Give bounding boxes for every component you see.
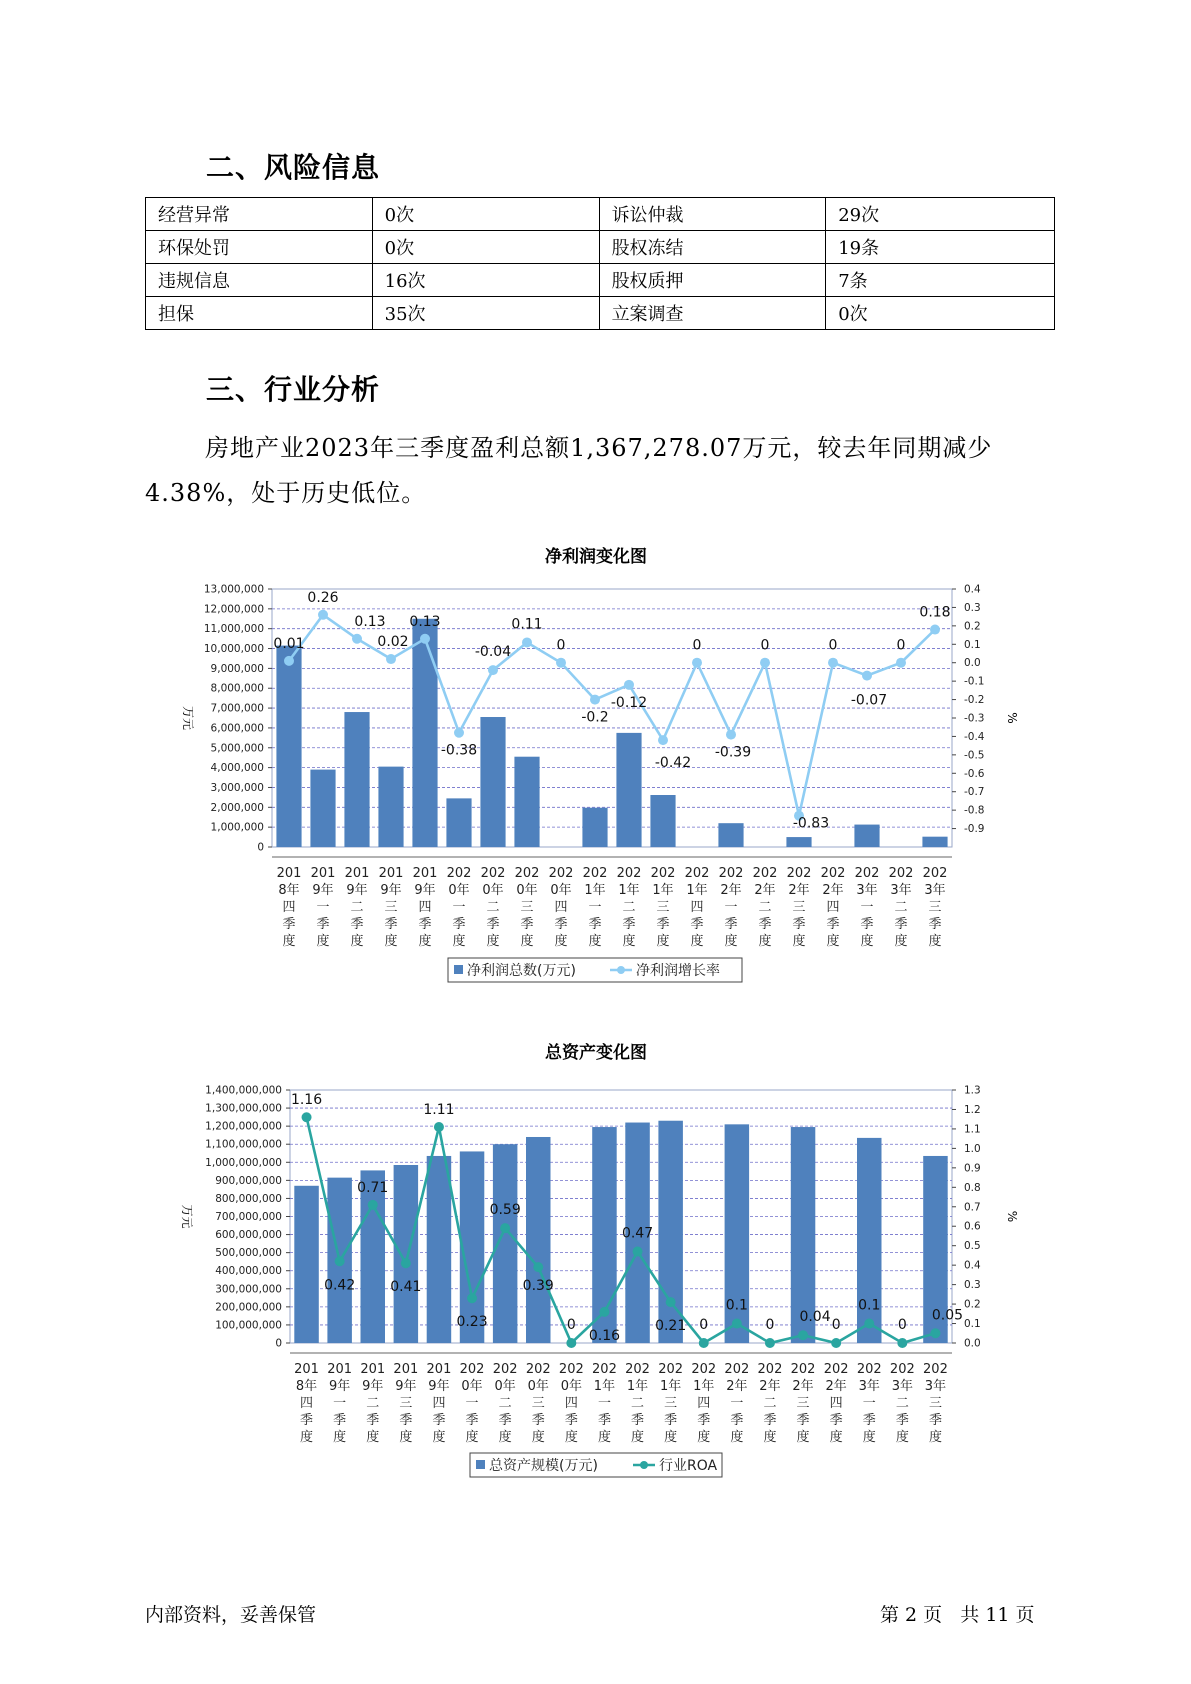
y-tick-label: 1,000,000 (210, 821, 264, 834)
data-label: -0.12 (610, 694, 648, 711)
y-tick-label: 4,000,000 (210, 762, 264, 775)
x-tick-label: 201 9年二季度 (344, 866, 370, 949)
x-tick-label: 202 2年二季度 (752, 866, 778, 949)
y-tick-label: 12,000,000 (203, 603, 264, 616)
y2-tick-label: 1.1 (964, 1123, 981, 1136)
y-tick-label: 6,000,000 (210, 722, 264, 735)
y2-tick-label: 0.6 (964, 1220, 981, 1233)
y2-tick-label: -0.7 (964, 786, 985, 799)
y-tick-label: 300,000,000 (215, 1283, 282, 1296)
bar (412, 619, 437, 847)
data-label: 0.47 (621, 1225, 654, 1242)
bar (922, 837, 947, 847)
data-label: 0.1 (725, 1297, 748, 1314)
line-point (732, 1319, 742, 1329)
line-point (864, 1319, 874, 1329)
y-tick-label: 100,000,000 (215, 1319, 282, 1332)
data-label: 0 (556, 637, 566, 654)
x-tick-label: 202 1年二季度 (625, 1362, 650, 1445)
y2-tick-label: 0.7 (964, 1201, 981, 1214)
line-point (284, 656, 294, 666)
bar (514, 757, 539, 847)
x-tick-label: 202 0年一季度 (446, 866, 472, 949)
risk-item-value: 19条 (826, 231, 1055, 264)
y-axis-title: 万元 (180, 1204, 194, 1229)
footer-confidential-note: 内部资料，妥善保管 (145, 1604, 317, 1626)
line-point (454, 728, 464, 738)
line-point (522, 637, 532, 647)
line-point (434, 1122, 444, 1132)
bar (344, 712, 369, 847)
line-point (633, 1247, 643, 1257)
data-label: 0.13 (354, 613, 386, 630)
line-point (566, 1338, 576, 1348)
y-tick-label: 9,000,000 (210, 662, 264, 675)
y2-tick-label: -0.1 (964, 675, 985, 688)
risk-section-title: 二、风险信息 (206, 151, 381, 184)
line-point (760, 658, 770, 668)
x-tick-label: 202 2年三季度 (790, 1362, 816, 1445)
x-tick-label: 202 3年三季度 (922, 866, 948, 949)
risk-item-value: 7条 (826, 264, 1055, 297)
y-tick-label: 8,000,000 (210, 682, 264, 695)
line-point (831, 1338, 841, 1348)
bar (394, 1165, 418, 1343)
line-point (590, 695, 600, 705)
line-point (488, 665, 498, 675)
industry-text: 房地产业2023年三季度盈利总额1,367,278.07万元，较去年同期减少4.38%，处于历史低位。 (145, 434, 993, 507)
y2-tick-label: 0.4 (964, 583, 981, 596)
data-label: 0.26 (307, 589, 339, 606)
x-tick-label: 201 9年四季度 (426, 1362, 452, 1445)
risk-item-value: 0次 (826, 297, 1055, 330)
line-point (658, 735, 668, 745)
x-tick-label: 202 1年三季度 (658, 1362, 684, 1445)
y-tick-label: 500,000,000 (215, 1247, 282, 1260)
bar (650, 795, 675, 847)
x-tick-label: 202 0年二季度 (480, 866, 506, 949)
data-label: 1.16 (290, 1092, 323, 1109)
net-profit-chart (0, 570, 1191, 1000)
line-point (318, 610, 328, 620)
x-tick-label: 201 8年四季度 (294, 1362, 319, 1445)
x-tick-label: 202 1年四季度 (691, 1362, 717, 1445)
y-tick-label: 11,000,000 (203, 623, 264, 636)
data-label: 0 (896, 637, 906, 654)
y2-tick-label: 0.2 (964, 1298, 981, 1311)
y-tick-label: 800,000,000 (215, 1192, 282, 1205)
data-label: 0 (760, 637, 770, 654)
y2-tick-label: -0.8 (964, 804, 985, 817)
y2-axis-title: % (1005, 712, 1019, 724)
line-point (352, 634, 362, 644)
line-point (386, 654, 396, 664)
data-label: -0.42 (654, 755, 692, 772)
risk-table-row (146, 297, 1055, 330)
y2-tick-label: 0.3 (964, 1279, 981, 1292)
line-point (335, 1256, 345, 1266)
y-tick-label: 13,000,000 (203, 583, 264, 596)
data-label: 0.05 (931, 1307, 964, 1324)
y2-tick-label: 0.8 (964, 1181, 981, 1194)
data-label: 0.13 (409, 613, 441, 630)
x-tick-label: 202 2年一季度 (718, 866, 744, 949)
x-tick-label: 202 3年二季度 (888, 866, 914, 949)
legend-line-label: 行业ROA (659, 1458, 718, 1474)
total-assets-chart-title: 总资产变化图 (545, 1043, 647, 1063)
data-label: -0.83 (792, 815, 830, 832)
footer-page-number: 第 2 页 共 11 页 (880, 1604, 1035, 1626)
total-assets-chart (0, 1070, 1191, 1500)
legend-line-marker (617, 966, 625, 974)
data-label: 0.1 (858, 1297, 881, 1314)
line-point (666, 1297, 676, 1307)
y2-tick-label: -0.9 (964, 823, 985, 836)
risk-item-value: 0次 (372, 231, 599, 264)
bar (480, 717, 505, 847)
risk-table (145, 197, 1055, 330)
risk-item-label: 股权质押 (599, 264, 826, 297)
y-tick-label: 7,000,000 (210, 702, 264, 715)
line-point (726, 730, 736, 740)
risk-item-label: 违规信息 (146, 264, 373, 297)
x-tick-label: 202 0年三季度 (514, 866, 540, 949)
x-tick-label: 201 9年三季度 (378, 866, 404, 949)
data-label: 0 (566, 1317, 576, 1333)
line-point (302, 1112, 312, 1122)
y2-tick-label: 0.1 (964, 638, 981, 651)
bar (276, 646, 301, 847)
net-profit-chart-title: 净利润变化图 (545, 547, 647, 567)
bar (361, 1170, 385, 1343)
line-point (765, 1338, 775, 1348)
risk-item-label: 环保处罚 (146, 231, 373, 264)
y-tick-label: 1,400,000,000 (205, 1084, 282, 1097)
y2-tick-label: 1.2 (964, 1103, 981, 1116)
risk-item-label: 担保 (146, 297, 373, 330)
data-label: 0.42 (324, 1277, 356, 1294)
y2-tick-label: 0.2 (964, 620, 981, 633)
line-point (467, 1293, 477, 1303)
x-tick-label: 202 1年二季度 (616, 866, 642, 949)
line-point (930, 625, 940, 635)
data-label: -0.39 (714, 744, 752, 761)
risk-item-value: 16次 (372, 264, 599, 297)
data-label: 0.04 (799, 1309, 831, 1326)
y2-tick-label: 0.5 (964, 1240, 981, 1253)
line-point (896, 658, 906, 668)
y-tick-label: 0 (275, 1337, 282, 1350)
x-tick-label: 201 9年二季度 (360, 1362, 386, 1445)
legend-bar-swatch (476, 1460, 485, 1469)
line-point (533, 1262, 543, 1272)
x-tick-label: 201 9年三季度 (393, 1362, 419, 1445)
bar (658, 1121, 682, 1343)
data-label: 0 (831, 1317, 841, 1333)
bar (378, 767, 403, 847)
x-tick-label: 202 0年四季度 (558, 1362, 584, 1445)
risk-table-row (146, 198, 1055, 231)
data-label: 0.41 (390, 1279, 422, 1296)
data-label: 0.71 (357, 1179, 389, 1196)
risk-item-value: 29次 (826, 198, 1055, 231)
risk-item-value: 0次 (372, 198, 599, 231)
bar (616, 733, 641, 847)
x-tick-label: 201 9年一季度 (327, 1362, 353, 1445)
y-tick-label: 700,000,000 (215, 1211, 282, 1223)
risk-item-label: 股权冻结 (599, 231, 826, 264)
y2-tick-label: -0.4 (964, 730, 985, 743)
line-point (930, 1328, 940, 1338)
y2-tick-label: 0.3 (964, 601, 981, 614)
y-tick-label: 1,200,000,000 (205, 1120, 282, 1133)
y-tick-label: 600,000,000 (215, 1229, 282, 1242)
x-tick-label: 202 3年一季度 (856, 1362, 882, 1445)
y-tick-label: 5,000,000 (210, 742, 264, 755)
data-label: -0.38 (440, 742, 478, 759)
x-tick-label: 202 1年一季度 (592, 1362, 617, 1445)
line-point (624, 680, 634, 690)
y-tick-label: 0 (257, 841, 264, 854)
y2-tick-label: 0.0 (964, 1337, 981, 1350)
data-label: -0.04 (474, 644, 512, 661)
line-point (692, 658, 702, 668)
x-tick-label: 202 1年三季度 (650, 866, 676, 949)
x-tick-label: 202 2年三季度 (786, 866, 812, 949)
y-axis-title: 万元 (181, 705, 195, 731)
y-tick-label: 1,300,000,000 (205, 1102, 282, 1115)
y2-axis-title: % (1005, 1210, 1019, 1223)
line-point (862, 671, 872, 681)
legend-line-marker (640, 1461, 648, 1469)
data-label: 0 (765, 1317, 775, 1333)
line-point (556, 658, 566, 668)
x-tick-label: 202 0年一季度 (459, 1362, 485, 1445)
data-label: 0.21 (655, 1318, 687, 1335)
data-label: 0.11 (511, 616, 543, 633)
bar (582, 808, 607, 847)
data-label: 0 (699, 1317, 709, 1333)
risk-table-row (146, 264, 1055, 297)
legend-bar-label: 总资产规模(万元) (489, 1458, 598, 1474)
industry-section-title: 三、行业分析 (206, 373, 381, 406)
x-tick-label: 202 3年一季度 (854, 866, 880, 949)
bar (310, 770, 335, 847)
data-label: 0.01 (273, 635, 305, 652)
y-tick-label: 2,000,000 (210, 801, 264, 814)
y-tick-label: 1,100,000,000 (205, 1138, 282, 1151)
data-label: -0.2 (581, 709, 609, 726)
data-label: 0.16 (588, 1327, 621, 1344)
x-tick-label: 202 2年二季度 (757, 1362, 783, 1445)
y2-tick-label: 1.0 (964, 1142, 981, 1155)
data-label: 0.18 (919, 604, 951, 621)
bar (718, 823, 743, 847)
line-point (420, 634, 430, 644)
risk-item-value: 35次 (372, 297, 599, 330)
bar (786, 837, 811, 847)
risk-item-label: 经营异常 (146, 198, 373, 231)
y2-tick-label: -0.5 (964, 749, 985, 762)
legend-bar-swatch (454, 965, 463, 974)
y-tick-label: 1,000,000,000 (205, 1156, 282, 1169)
y2-tick-label: -0.3 (964, 712, 985, 725)
y2-tick-label: -0.6 (964, 767, 985, 780)
data-label: 0 (692, 637, 702, 654)
x-tick-label: 202 0年二季度 (492, 1362, 518, 1445)
x-tick-label: 202 2年四季度 (823, 1362, 849, 1445)
risk-item-label: 诉讼仲裁 (599, 198, 826, 231)
x-tick-label: 201 9年四季度 (412, 866, 438, 949)
data-label: 0 (897, 1317, 907, 1333)
x-tick-label: 202 3年二季度 (889, 1362, 915, 1445)
line-point (368, 1200, 378, 1210)
y2-tick-label: -0.2 (964, 694, 985, 707)
data-label: 0.02 (377, 634, 409, 651)
y-tick-label: 10,000,000 (203, 643, 264, 656)
line-point (828, 658, 838, 668)
data-label: 0 (828, 637, 838, 654)
bar (446, 798, 471, 847)
legend-line-label: 净利润增长率 (636, 963, 720, 979)
y-tick-label: 200,000,000 (215, 1301, 282, 1314)
line-point (798, 1330, 808, 1340)
data-label: 1.11 (423, 1101, 455, 1118)
data-label: 0.39 (522, 1278, 554, 1295)
x-tick-label: 202 0年三季度 (525, 1362, 551, 1445)
x-tick-label: 201 8年四季度 (276, 866, 302, 949)
y-tick-label: 400,000,000 (215, 1265, 282, 1278)
risk-table-row (146, 231, 1055, 264)
x-tick-label: 202 0年四季度 (548, 866, 574, 949)
legend-bar-label: 净利润总数(万元) (467, 963, 576, 979)
y2-tick-label: 0.9 (964, 1162, 981, 1175)
bar (526, 1137, 550, 1343)
x-tick-label: 202 1年四季度 (684, 866, 710, 949)
y2-tick-label: 0.0 (964, 657, 981, 670)
line-point (599, 1307, 609, 1317)
y-tick-label: 3,000,000 (210, 781, 264, 794)
x-tick-label: 202 2年一季度 (724, 1362, 750, 1445)
y2-tick-label: 0.4 (964, 1259, 981, 1272)
data-label: 0.59 (489, 1202, 521, 1219)
bar (854, 825, 879, 847)
y2-tick-label: 1.3 (964, 1084, 981, 1097)
line-point (401, 1258, 411, 1268)
line-point (897, 1338, 907, 1348)
x-tick-label: 202 1年一季度 (582, 866, 608, 949)
x-tick-label: 202 2年四季度 (820, 866, 846, 949)
x-tick-label: 202 3年三季度 (923, 1362, 948, 1445)
risk-item-label: 立案调查 (599, 297, 826, 330)
bar (294, 1186, 318, 1343)
data-label: 0.23 (456, 1314, 488, 1331)
x-tick-label: 201 9年一季度 (310, 866, 336, 949)
industry-paragraph (145, 426, 1055, 516)
line-point (699, 1338, 709, 1348)
line-point (500, 1223, 510, 1233)
data-label: -0.07 (850, 692, 888, 709)
y-tick-label: 900,000,000 (215, 1174, 282, 1187)
bar (427, 1156, 451, 1343)
y2-tick-label: 0.1 (964, 1318, 981, 1331)
